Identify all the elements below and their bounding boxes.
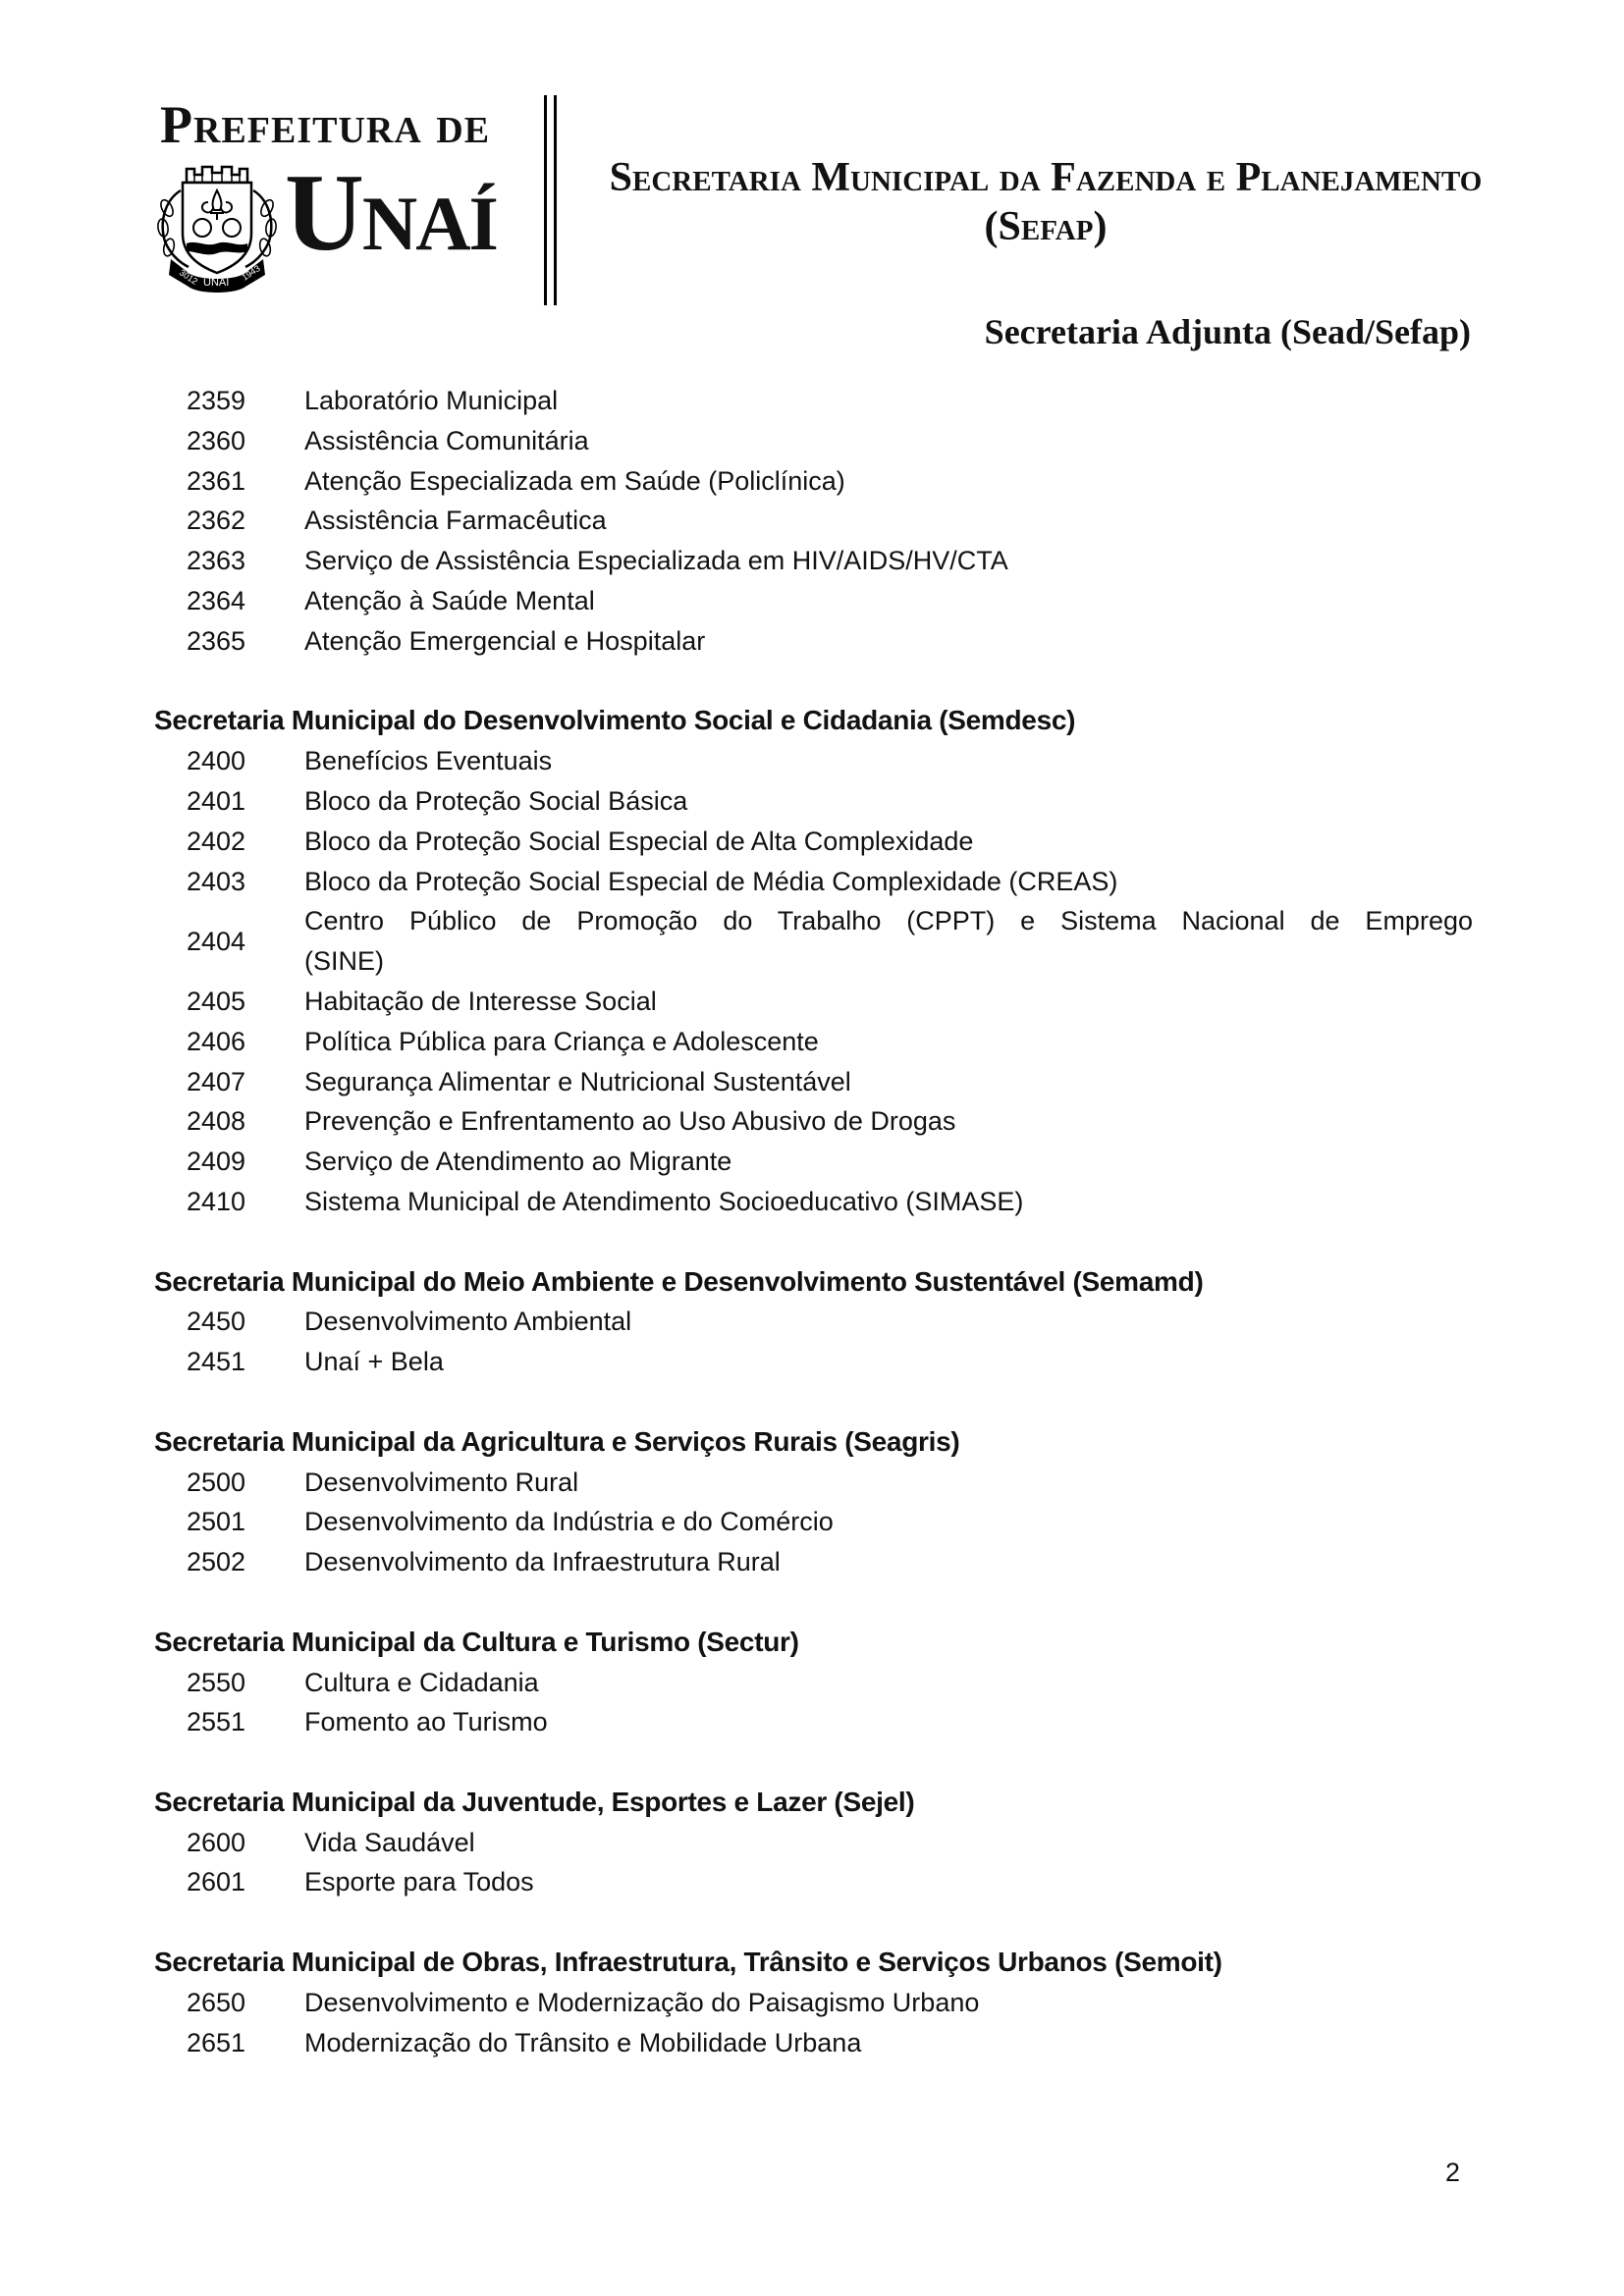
program-label: Benefícios Eventuais xyxy=(304,746,553,776)
program-label: Modernização do Trânsito e Mobilidade Urbana xyxy=(304,2027,862,2057)
program-code: 2550 xyxy=(187,1667,246,1697)
program-label: Desenvolvimento Rural xyxy=(304,1467,579,1497)
program-list xyxy=(154,381,1473,2062)
document-title xyxy=(579,153,1512,251)
program-code: 2361 xyxy=(187,465,246,496)
program-label: Desenvolvimento Ambiental xyxy=(304,1307,632,1337)
program-label: Bloco da Proteção Social Básica xyxy=(304,785,688,816)
program-row xyxy=(154,1702,1473,1742)
program-row xyxy=(154,501,1473,541)
secretariat-section xyxy=(154,1422,1473,1582)
program-code: 2650 xyxy=(187,1987,246,2017)
program-code: 2401 xyxy=(187,785,246,816)
program-row xyxy=(154,1062,1473,1102)
program-row xyxy=(154,781,1473,822)
program-row xyxy=(154,1862,1473,1902)
program-row xyxy=(154,1101,1473,1142)
program-code: 2362 xyxy=(187,506,246,536)
program-code: 2502 xyxy=(187,1547,246,1577)
program-row xyxy=(154,541,1473,581)
program-label: Segurança Alimentar e Nutricional Sustentável xyxy=(304,1066,851,1096)
program-row xyxy=(154,1182,1473,1222)
program-row xyxy=(154,2023,1473,2063)
document-title-line2: (Sefap) xyxy=(984,204,1108,249)
program-row xyxy=(154,1342,1473,1382)
program-row xyxy=(154,1142,1473,1182)
program-row xyxy=(154,421,1473,461)
document-subtitle: Secretaria Adjunta (Sead/Sefap) xyxy=(984,312,1471,351)
secretariat-section xyxy=(154,701,1473,1221)
section-items xyxy=(154,381,1473,662)
program-label: Laboratório Municipal xyxy=(304,386,559,415)
program-code: 2410 xyxy=(187,1186,246,1216)
program-code: 2407 xyxy=(187,1066,246,1096)
program-row xyxy=(154,461,1473,502)
program-row xyxy=(154,1463,1473,1503)
program-label: Esporte para Todos xyxy=(304,1867,534,1897)
program-code: 2403 xyxy=(187,866,246,896)
program-code: 2451 xyxy=(187,1347,246,1377)
program-label: Atenção à Saúde Mental xyxy=(304,585,595,615)
program-row xyxy=(154,1022,1473,1062)
program-code: 2409 xyxy=(187,1147,246,1177)
program-code: 2551 xyxy=(187,1707,246,1737)
program-label: Atenção Especializada em Saúde (Policlínica) xyxy=(304,465,845,496)
section-title: Secretaria Municipal do Desenvolvimento Social e Cidadania (Semdesc) xyxy=(154,705,1076,736)
program-code: 2360 xyxy=(187,425,246,455)
logo-org-name: Prefeitura de xyxy=(160,95,491,154)
section-items xyxy=(154,1663,1473,1743)
section-items xyxy=(154,1983,1473,2063)
program-label: Sistema Municipal de Atendimento Socioeducativo (SIMASE) xyxy=(304,1186,1024,1216)
secretariat-section xyxy=(154,381,1473,662)
program-code: 2450 xyxy=(187,1307,246,1337)
program-label: Bloco da Proteção Social Especial de Média Complexidade (CREAS) xyxy=(304,866,1118,896)
secretariat-section xyxy=(154,1783,1473,1902)
program-code: 2363 xyxy=(187,546,246,576)
program-row xyxy=(154,901,1473,982)
program-label: Cultura e Cidadania xyxy=(304,1667,539,1697)
program-label: Política Pública para Criança e Adolescente xyxy=(304,1026,819,1056)
program-row xyxy=(154,381,1473,421)
section-title: Secretaria Municipal de Obras, Infraestrutura, Trânsito e Serviços Urbanos (Semoit) xyxy=(154,1947,1222,1978)
program-code: 2501 xyxy=(187,1507,246,1537)
program-label: Serviço de Assistência Especializada em HIV/AIDS/HV/CTA xyxy=(304,546,1008,576)
page-number: 2 xyxy=(1445,2158,1461,2187)
program-row xyxy=(154,741,1473,781)
program-code: 2408 xyxy=(187,1106,246,1137)
section-items xyxy=(154,1463,1473,1582)
program-code: 2402 xyxy=(187,826,246,856)
program-label: Desenvolvimento da Infraestrutura Rural xyxy=(304,1547,781,1577)
program-label: Desenvolvimento da Indústria e do Comércio xyxy=(304,1507,834,1537)
program-code: 2404 xyxy=(187,926,246,956)
program-code: 2405 xyxy=(187,986,246,1016)
program-code: 2359 xyxy=(187,386,246,415)
program-row xyxy=(154,1663,1473,1703)
section-items xyxy=(154,1302,1473,1382)
secretariat-section xyxy=(154,1262,1473,1382)
program-row xyxy=(154,822,1473,862)
program-code: 2406 xyxy=(187,1026,246,1056)
section-items xyxy=(154,741,1473,1222)
program-row xyxy=(154,621,1473,662)
program-row xyxy=(154,1542,1473,1582)
program-label: Vida Saudável xyxy=(304,1827,475,1857)
program-code: 2400 xyxy=(187,746,246,776)
program-code: 2500 xyxy=(187,1467,246,1497)
program-label: Assistência Farmacêutica xyxy=(304,506,607,536)
program-label: Bloco da Proteção Social Especial de Alta Complexidade xyxy=(304,826,974,856)
program-code: 2651 xyxy=(187,2027,246,2057)
unai-coat-of-arms-icon xyxy=(151,157,283,296)
program-row xyxy=(154,581,1473,621)
section-title: Secretaria Municipal da Juventude, Esportes e Lazer (Sejel) xyxy=(154,1786,915,1817)
section-items xyxy=(154,1823,1473,1903)
logo-city-name: Unaí xyxy=(285,152,497,274)
program-label: Assistência Comunitária xyxy=(304,425,589,455)
secretariat-section xyxy=(154,1943,1473,2062)
document-title-line1: Secretaria Municipal da Fazenda e Planejamento xyxy=(609,155,1483,200)
program-code: 2601 xyxy=(187,1867,246,1897)
program-label: Centro Público de Promoção do Trabalho (CPPT) e Sistema Nacional de Emprego (SINE) xyxy=(304,906,1473,977)
program-row xyxy=(154,1302,1473,1342)
section-title: Secretaria Municipal do Meio Ambiente e Desenvolvimento Sustentável (Semamd) xyxy=(154,1265,1204,1297)
header-divider xyxy=(544,95,557,305)
crest-ribbon-left-text: 3012 xyxy=(177,267,200,287)
section-title: Secretaria Municipal da Agricultura e Serviços Rurais (Seagris) xyxy=(154,1425,960,1457)
crest-ribbon-center-text: UNAÍ xyxy=(203,277,230,289)
program-row xyxy=(154,982,1473,1022)
program-label: Habitação de Interesse Social xyxy=(304,986,657,1016)
program-label: Fomento ao Turismo xyxy=(304,1707,548,1737)
program-code: 2365 xyxy=(187,625,246,656)
program-row xyxy=(154,1983,1473,2023)
program-label: Prevenção e Enfrentamento ao Uso Abusivo de Drogas xyxy=(304,1106,956,1137)
program-code: 2600 xyxy=(187,1827,246,1857)
program-code: 2364 xyxy=(187,585,246,615)
program-row xyxy=(154,1502,1473,1542)
program-label: Unaí + Bela xyxy=(304,1347,444,1377)
program-label: Atenção Emergencial e Hospitalar xyxy=(304,625,706,656)
program-label: Serviço de Atendimento ao Migrante xyxy=(304,1147,732,1177)
program-row xyxy=(154,862,1473,902)
crest-ribbon-right-text: 1943 xyxy=(240,263,262,283)
secretariat-section xyxy=(154,1623,1473,1742)
section-title: Secretaria Municipal da Cultura e Turismo (Sectur) xyxy=(154,1626,799,1657)
program-label: Desenvolvimento e Modernização do Paisagismo Urbano xyxy=(304,1987,980,2017)
program-row xyxy=(154,1823,1473,1863)
